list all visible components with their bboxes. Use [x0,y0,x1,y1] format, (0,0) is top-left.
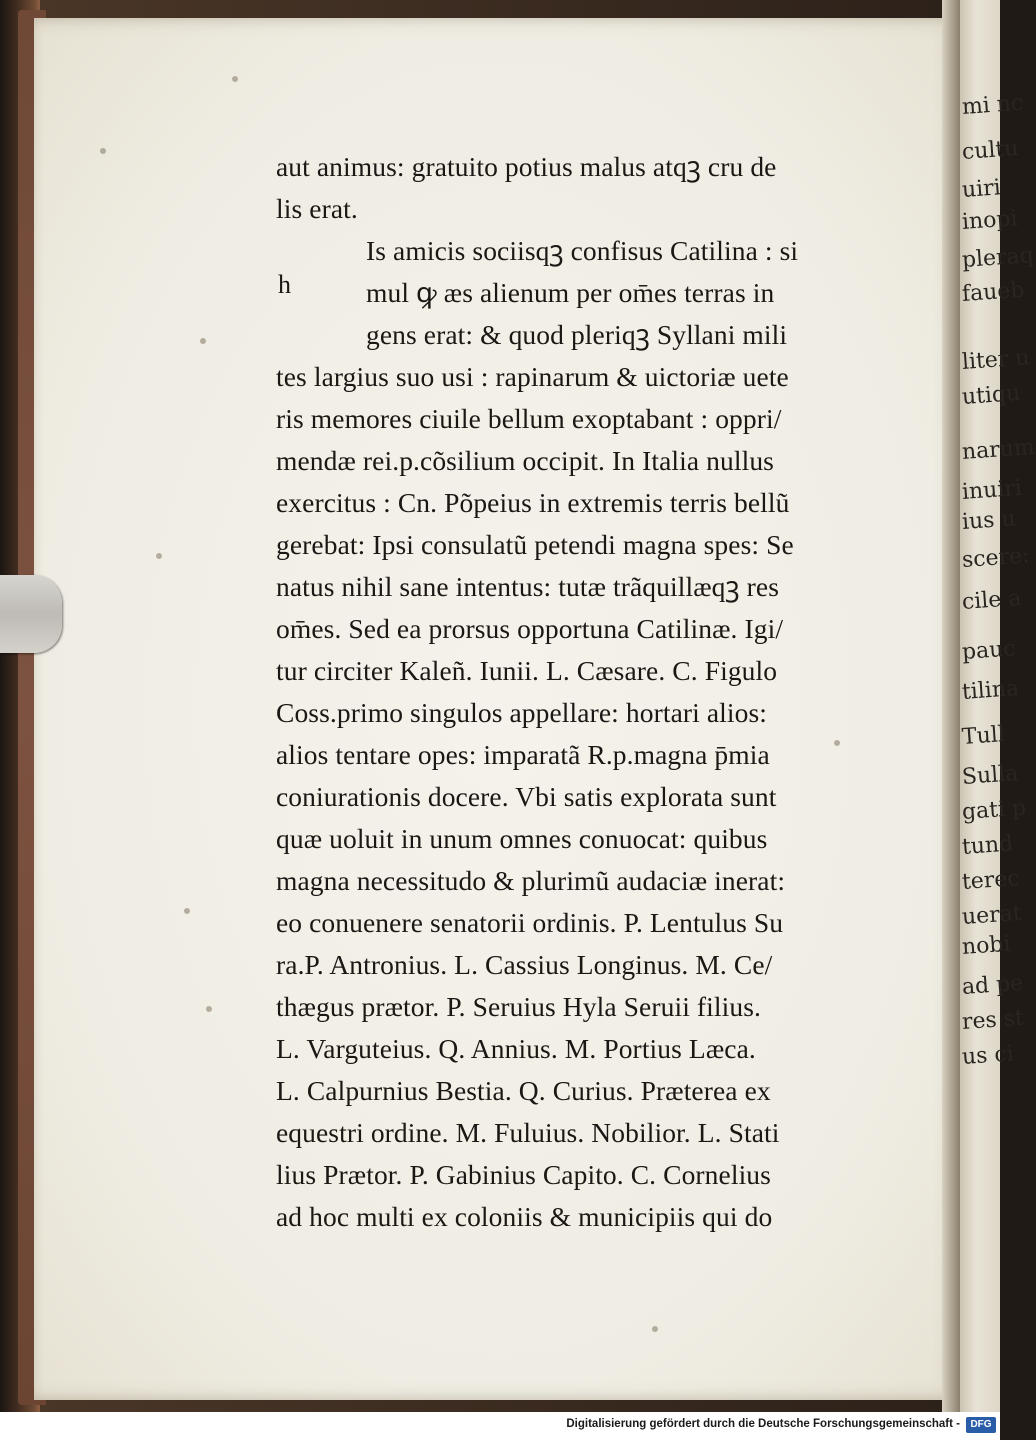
text-line: ra.P. Antronius. L. Cassius Longinus. M. Ce/ [276,949,773,980]
facing-line: scere: [961,543,1031,573]
facing-line: cile a [961,585,1023,615]
paper-spot [200,338,206,344]
text-line: om̄es. Sed ea prorsus opportuna Catilinæ. Igi/ [276,613,784,644]
page-clip [0,575,62,653]
text-line: magna necessitudo & plurimũ audaciæ inerat: [276,865,786,896]
text-line: coniurationis docere. Vbi satis explorata sunt [276,781,777,812]
facing-line: Sulla [961,761,1020,790]
text-line: lius Prætor. P. Gabinius Capito. C. Cornelius [276,1159,771,1190]
facing-line: res st [961,1005,1025,1035]
facing-line: inuiri [961,475,1023,505]
facing-line: narum [961,434,1036,465]
facing-line: cultu [961,136,1020,165]
text-line: L. Varguteius. Q. Annius. M. Portius Læca. [276,1033,756,1064]
text-line: ad hoc multi ex coloniis & municipiis qui do [276,1201,773,1232]
text-line: eo conuenere senatorii ordinis. P. Lentulus Su [276,907,784,938]
paper-spot [100,148,106,154]
text-line: lis erat. [276,193,358,224]
facing-line: liter u [961,345,1031,375]
text-line: mendæ rei.p.cõsilium occipit. In Italia nullus [276,445,774,476]
facing-line: inopi [961,206,1019,235]
facing-line: faueb [961,277,1026,307]
facing-page-edge [960,0,1036,1412]
facing-line: Tull [961,722,1006,750]
paper-spot [206,1006,212,1012]
text-line: tes largius suo usi : rapinarum & uictoriæ uete [276,361,789,392]
paper-spot [834,740,840,746]
paper-spot [232,76,238,82]
text-line: ris memores ciuile bellum exoptabant : oppri/ [276,403,782,434]
facing-line: us ci [961,1041,1015,1070]
funding-credit: Digitalisierung gefördert durch die Deutsche Forschungsgemeinschaft - [566,1418,960,1430]
facing-line: mi nc [961,90,1025,120]
facing-line: terec [961,866,1021,895]
text-line: Coss.primo singulos appellare: hortari alios: [276,697,768,728]
text-line: gens erat: & quod pleriqꝫ Syllani mili [366,319,788,350]
facing-line: gati p [961,795,1027,825]
facing-line: uiri [961,175,1002,203]
paper-spot [652,1326,658,1332]
facing-line: pauc [961,636,1017,665]
facing-line: pleraq [961,243,1035,273]
text-line: L. Calpurnius Bestia. Q. Curius. Præterea ex [276,1075,771,1106]
paper-spot [184,908,190,914]
text-line: aut animus: gratuito potius malus atqꝫ cru de [276,151,777,182]
text-line: quæ uoluit in unum omnes conuocat: quibus [276,823,768,854]
facing-line: uerat [961,900,1023,930]
facing-line: tund [961,831,1015,860]
text-line: tur circiter Kaleñ. Iunii. L. Cæsare. C. Figulo [276,655,778,686]
text-line: thægus prætor. P. Seruius Hyla Seruii filius. [276,991,762,1022]
paper-spot [156,553,162,559]
facing-line: ad pe [961,970,1025,1000]
text-line: equestri ordine. M. Fuluius. Nobilior. L. Stati [276,1117,780,1148]
dfg-logo: DFG [966,1417,996,1433]
text-line: natus nihil sane intentus: tutæ trãquillæqꝫ res [276,571,780,602]
guide-letter: h [278,270,291,299]
facing-line: nobi [961,931,1012,960]
text-line: Is amicis sociisqꝫ confisus Catilina : si [366,235,799,266]
digitization-footer [0,1412,1000,1440]
facing-line: ius u [961,506,1017,535]
text-line: gerebat: Ipsi consulatũ petendi magna spes: Se [276,529,794,560]
text-line: mul ꝙ æs alienum per om̄es terras in [366,277,775,308]
facing-line: utiqu [961,380,1022,410]
text-line: exercitus : Cn. Põpeius in extremis terris bellũ [276,487,790,518]
text-line: alios tentare opes: imparatã R.p.magna p̄mia [276,739,770,770]
facing-line: tilina [961,676,1020,705]
